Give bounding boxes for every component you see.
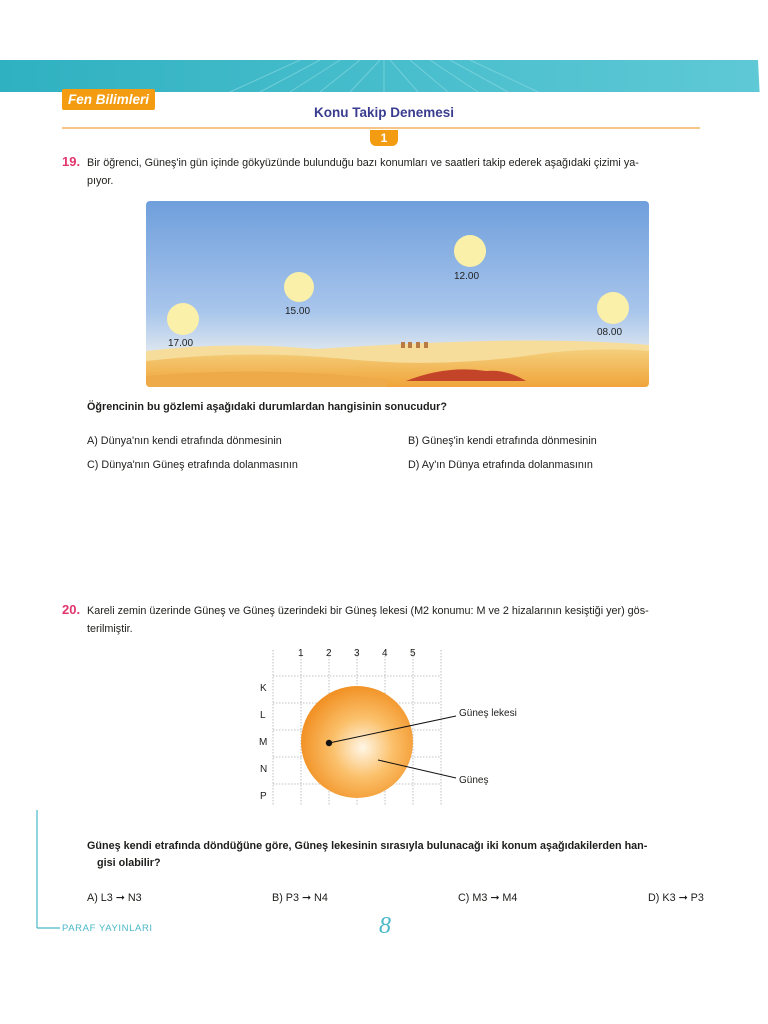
page-number: 8	[379, 913, 391, 939]
sun-08-icon	[597, 292, 629, 324]
exam-number-badge: 1	[370, 130, 398, 146]
grid-col-3: 3	[354, 648, 360, 659]
subject-tag: Fen Bilimleri	[62, 89, 155, 110]
question-20-text-line1: Kareli zemin üzerinde Güneş ve Güneş üzerindeki bir Güneş lekesi (M2 konumu: M ve 2 hizalarının kesiştiği yer) gös-	[87, 605, 649, 617]
sun-time-08: 08.00	[597, 327, 623, 338]
question-20-prompt-line1: Güneş kendi etrafında döndüğüne göre, Güneş lekesinin sırasıyla bulunacağı iki konum aşağıdakilerden han-	[87, 840, 648, 852]
question-20-text	[87, 602, 717, 638]
q20-option-b[interactable]: B) P3 ➞ N4	[272, 892, 328, 904]
sun-time-17: 17.00	[168, 338, 194, 349]
sun-time-12: 12.00	[454, 271, 480, 282]
grid-row-k: K	[260, 683, 267, 694]
q20-option-a[interactable]: A) L3 ➞ N3	[87, 892, 142, 904]
q19-option-b[interactable]: B) Güneş'in kendi etrafında dönmesinin	[408, 435, 597, 447]
question-19-number: 19.	[62, 154, 81, 169]
question-20-number: 20.	[62, 602, 81, 617]
question-19-text-line1: Bir öğrenci, Güneş'in gün içinde gökyüzünde bulunduğu bazı konumları ve saatleri takip ederek aşağıdaki çizimi ya-	[87, 157, 639, 169]
publisher-name: PARAF YAYINLARI	[62, 923, 153, 934]
grid-row-p: P	[260, 791, 267, 802]
grid-row-l: L	[260, 710, 266, 721]
sun-17-icon	[167, 303, 199, 335]
sun-disc-icon	[301, 686, 413, 798]
grid-col-2: 2	[326, 648, 332, 659]
question-20-prompt	[87, 838, 727, 872]
grid-col-5: 5	[410, 648, 416, 659]
sun-time-15: 15.00	[285, 306, 311, 317]
label-sun: Güneş	[459, 775, 489, 786]
sun-grid-diagram	[250, 640, 540, 820]
q20-option-d[interactable]: D) K3 ➞ P3	[648, 892, 704, 904]
grid-row-m: M	[259, 737, 268, 748]
q19-option-a[interactable]: A) Dünya'nın kendi etrafında dönmesinin	[87, 435, 282, 447]
sky-scene-illustration	[146, 201, 649, 387]
grid-col-1: 1	[298, 648, 304, 659]
q20-option-c[interactable]: C) M3 ➞ M4	[458, 892, 518, 904]
question-19-text	[87, 154, 707, 190]
grid-row-n: N	[260, 764, 268, 775]
sun-15-icon	[284, 272, 314, 302]
question-20-prompt-line2: gisi olabilir?	[97, 857, 161, 869]
question-19-text-line2: pıyor.	[87, 175, 114, 187]
footer-margin-line	[30, 810, 70, 935]
question-19-prompt: Öğrencinin bu gözlemi aşağıdaki durumlardan hangisinin sonucudur?	[87, 401, 447, 413]
label-sunspot: Güneş lekesi	[459, 708, 517, 719]
exam-title: Konu Takip Denemesi	[313, 105, 455, 120]
grid-col-4: 4	[382, 648, 388, 659]
q19-option-c[interactable]: C) Dünya'nın Güneş etrafında dolanmasının	[87, 459, 298, 471]
q19-option-d[interactable]: D) Ay'ın Dünya etrafında dolanmasının	[408, 459, 593, 471]
sun-12-icon	[454, 235, 486, 267]
question-20-text-line2: terilmiştir.	[87, 623, 133, 635]
